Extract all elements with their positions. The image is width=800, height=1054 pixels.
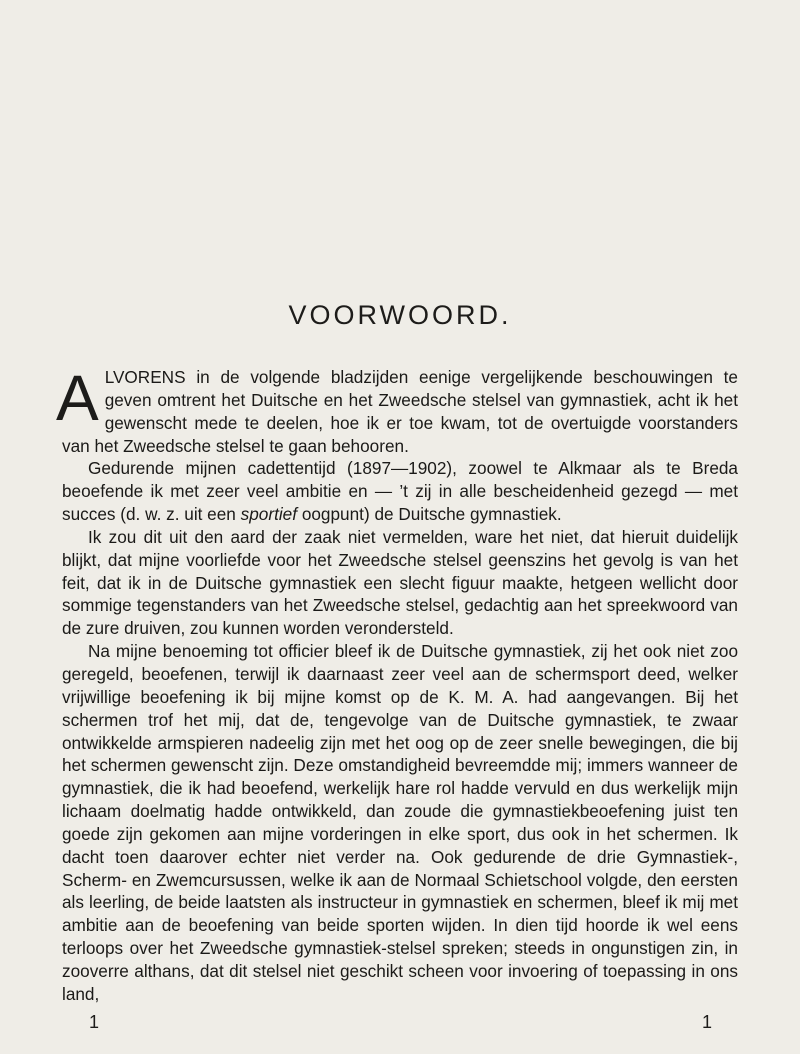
page-title: VOORWOORD. <box>288 300 512 330</box>
page-number-right: 1 <box>702 1012 713 1032</box>
paragraph-4: Na mijne benoeming tot officier bleef ik de Duitsche gymnastiek, zij het ook niet zoo geregeld, beoefenen, terwijl ik daarnaast zeer veel aan de schermsport deed, welker vrijwillige beoefening ik bij mijne komst op de K. M. A. had aangevangen. Bij het schermen trof het mij, dat de, tengevolge van de Duitsche gymnastiek, te zwaar ontwikkelde armspieren nadeelig zijn met het oog op de zeer snelle bewegingen, die bij het schermen gewenscht zijn. Deze omstandigheid bevreemdde mij; immers wanneer de gymnastiek, die ik had beoefend, werkelijk hare rol hadde vervuld en dus werkelijk mijn lichaam doelmatig hadde ontwikkeld, dan zoude die gymnastiekbeoefening juist ten goede zijn gekomen aan mijne vorderingen in elke sport, dus ook in het schermen. Ik dacht toen daarover echter niet verder na. Ook gedurende de drie Gymnastiek-, Scherm- en Zwemcursussen, welke ik aan de Normaal Schietschool volgde, den eersten als leerling, de beide laatsten als instructeur in gymnastiek en schermen, bleef ik mij met ambitie aan de beoefening van beide sporten wijden. In dien tijd hoorde ik wel eens terloops over het Zweedsche gymnastiek-stelsel spreken; steeds in ongunstigen zin, in zooverre althans, dat dit stelsel niet geschikt scheen voor invoering of toepassing in ons land, <box>62 641 738 1004</box>
paragraph-2-text: Gedurende mijnen cadettentijd (1897—1902), zoowel te Alkmaar als te Breda beoefende ik met zeer veel ambitie en — ’t zij in alle bescheidenheid gezegd — met succes (d. w. z. uit een <box>62 458 738 525</box>
emphasis-sportief: sportief <box>240 504 298 525</box>
drop-cap: A <box>56 362 99 434</box>
paragraph-1-text: LVORENS in de volgende bladzijden eenige vergelijkende beschouwingen te geven omtrent het Duitsche en het Zweedsche stelsel van gymnastiek, acht ik het gewenscht mede te deelen, hoe ik er toe kwam, tot de overtuigde voorstanders van het Zweedsche stelsel te gaan behooren. <box>62 367 738 456</box>
paragraph-2-tail: oogpunt) de Duitsche gymnastiek. <box>301 504 562 525</box>
paragraph-1 <box>56 362 738 457</box>
body-text <box>56 362 738 1006</box>
paragraph-2 <box>62 457 738 526</box>
page-number-left: 1 <box>89 1012 100 1032</box>
paragraph-3: Ik zou dit uit den aard der zaak niet vermelden, ware het niet, dat hieruit duidelijk blijkt, dat mijne voorliefde voor het Zweedsche stelsel geenszins het gevolg is van het feit, dat ik in de Duitsche gymnastiek een slecht figuur maakte, hetgeen wellicht door sommige tegenstanders van het Zweedsche stelsel, gedachtig aan het spreekwoord van de zure druiven, zou kunnen worden verondersteld. <box>62 526 738 639</box>
